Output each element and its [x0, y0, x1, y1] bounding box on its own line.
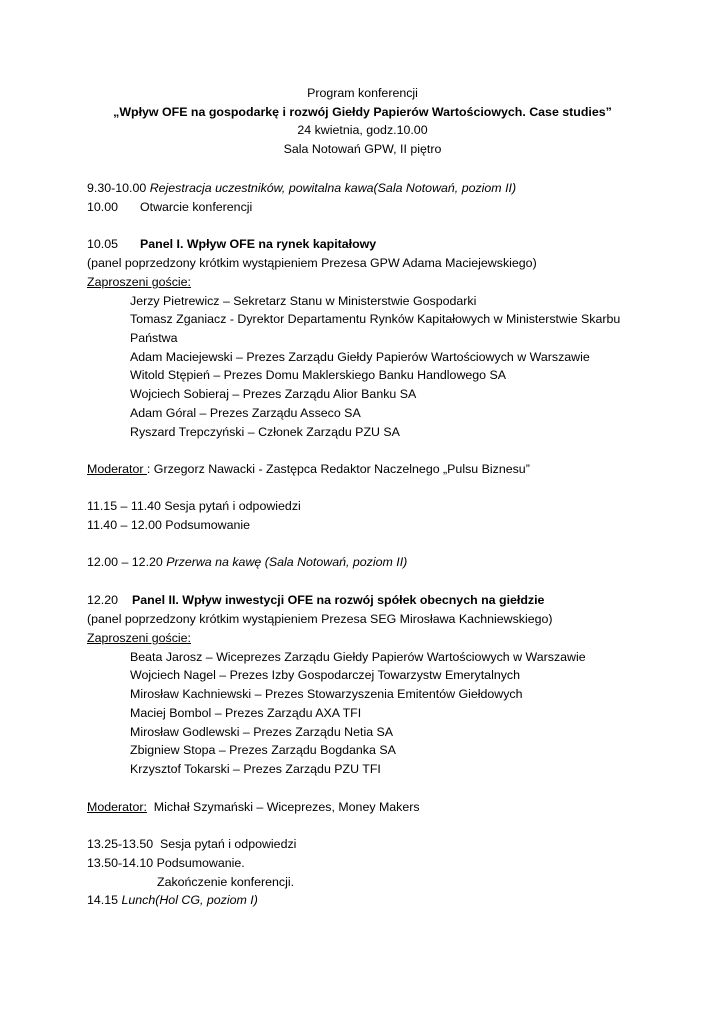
break-time: 12.00 – 12.20: [87, 555, 163, 569]
program-label: Program konferencji: [307, 86, 418, 100]
panel1-note: (panel poprzedzony krótkim wystąpieniem Prezesa GPW Adama Maciejewskiego): [87, 256, 537, 270]
panel2-guest: Beata Jarosz – Wiceprezes Zarządu Giełdy Papierów Wartościowych w Warszawie: [130, 650, 586, 664]
panel2-note: (panel poprzedzony krótkim wystąpieniem Prezesa SEG Mirosława Kachniewskiego): [87, 612, 553, 626]
panel1-guest: Jerzy Pietrewicz – Sekretarz Stanu w Ministerstwie Gospodarki: [130, 294, 477, 308]
lunch-time: 14.15: [87, 893, 119, 907]
panel1-time: 10.05: [87, 237, 119, 251]
panel1-guest: Wojciech Sobieraj – Prezes Zarządu Alior Banku SA: [130, 387, 417, 401]
panel1-moderator: [87, 460, 530, 479]
panel2-guest: Maciej Bombol – Prezes Zarządu AXA TFI: [130, 706, 362, 720]
panel2-time: 12.20: [87, 593, 119, 607]
panel2-guests-label: Zaproszeni goście:: [87, 631, 191, 645]
panel2-guest: Zbigniew Stopa – Prezes Zarządu Bogdanka SA: [130, 743, 396, 757]
panel2-moderator-text: Michał Szymański – Wiceprezes, Money Makers: [146, 800, 420, 814]
opening-time: 10.00: [87, 200, 119, 214]
opening-text: Otwarcie konferencji: [140, 200, 253, 214]
closing-text: Zakończenie konferencji.: [157, 875, 295, 889]
conference-venue: Sala Notowań GPW, II piętro: [283, 141, 442, 156]
panel1-title: Panel I. Wpływ OFE na rynek kapitałowy: [140, 237, 377, 251]
panel2-moderator-label: Moderator:: [87, 800, 147, 814]
panel1-moderator-text: : Grzegorz Nawacki - Zastępca Redaktor Naczelnego „Pulsu Biznesu”: [146, 462, 530, 476]
panel1-guest: Adam Maciejewski – Prezes Zarządu Giełdy Papierów Wartościowych w Warszawie: [130, 350, 590, 364]
registration-text: Rejestracja uczestników, powitalna kawa(Sala Notowań, poziom II): [149, 181, 517, 195]
opening-row: [87, 198, 252, 217]
panel1-guest: Witold Stępień – Prezes Domu Maklerskiego Banku Handlowego SA: [130, 368, 507, 382]
panel2-guest: Wojciech Nagel – Prezes Izby Gospodarczej Towarzystw Emerytalnych: [130, 668, 521, 682]
panel2-guest: Krzysztof Tokarski – Prezes Zarządu PZU TFI: [130, 762, 381, 776]
registration-row: [87, 179, 516, 198]
panel2-guest: Mirosław Godlewski – Prezes Zarządu Netia SA: [130, 725, 394, 739]
conference-date: 24 kwietnia, godz.10.00: [297, 123, 428, 138]
conference-title: „Wpływ OFE na gospodarkę i rozwój Giełdy Papierów Wartościowych. Case studies”: [113, 104, 612, 119]
panel1-guest: Państwa: [130, 331, 178, 345]
panel1-guest: Tomasz Zganiacz - Dyrektor Departamentu Rynków Kapitałowych w Ministerstwie Skarbu: [130, 312, 621, 326]
panel1-row: [87, 235, 376, 254]
panel2-summary: 13.50-14.10 Podsumowanie.: [87, 856, 245, 870]
break-row: [87, 553, 407, 572]
panel1-summary: 11.40 – 12.00 Podsumowanie: [87, 518, 251, 532]
panel2-qa: 13.25-13.50 Sesja pytań i odpowiedzi: [87, 837, 297, 851]
panel1-qa: 11.15 – 11.40 Sesja pytań i odpowiedzi: [87, 499, 301, 513]
document-header: [0, 84, 725, 158]
panel1-guests-label: Zaproszeni goście:: [87, 275, 191, 289]
panel1-guest: Adam Góral – Prezes Zarządu Asseco SA: [130, 406, 361, 420]
panel2-title: Panel II. Wpływ inwestycji OFE na rozwój spółek obecnych na giełdzie: [132, 593, 545, 607]
panel1-guest: Ryszard Trepczyński – Członek Zarządu PZU SA: [130, 425, 400, 439]
lunch-row: [87, 891, 258, 910]
registration-time: 9.30-10.00: [87, 181, 147, 195]
panel1-moderator-label: Moderator: [87, 462, 147, 476]
break-text: Przerwa na kawę (Sala Notowań, poziom II): [166, 555, 408, 569]
panel2-guest: Mirosław Kachniewski – Prezes Stowarzyszenia Emitentów Giełdowych: [130, 687, 523, 701]
panel2-row: [87, 591, 544, 610]
panel2-moderator: [87, 798, 420, 817]
lunch-text: Lunch(Hol CG, poziom I): [121, 893, 258, 907]
